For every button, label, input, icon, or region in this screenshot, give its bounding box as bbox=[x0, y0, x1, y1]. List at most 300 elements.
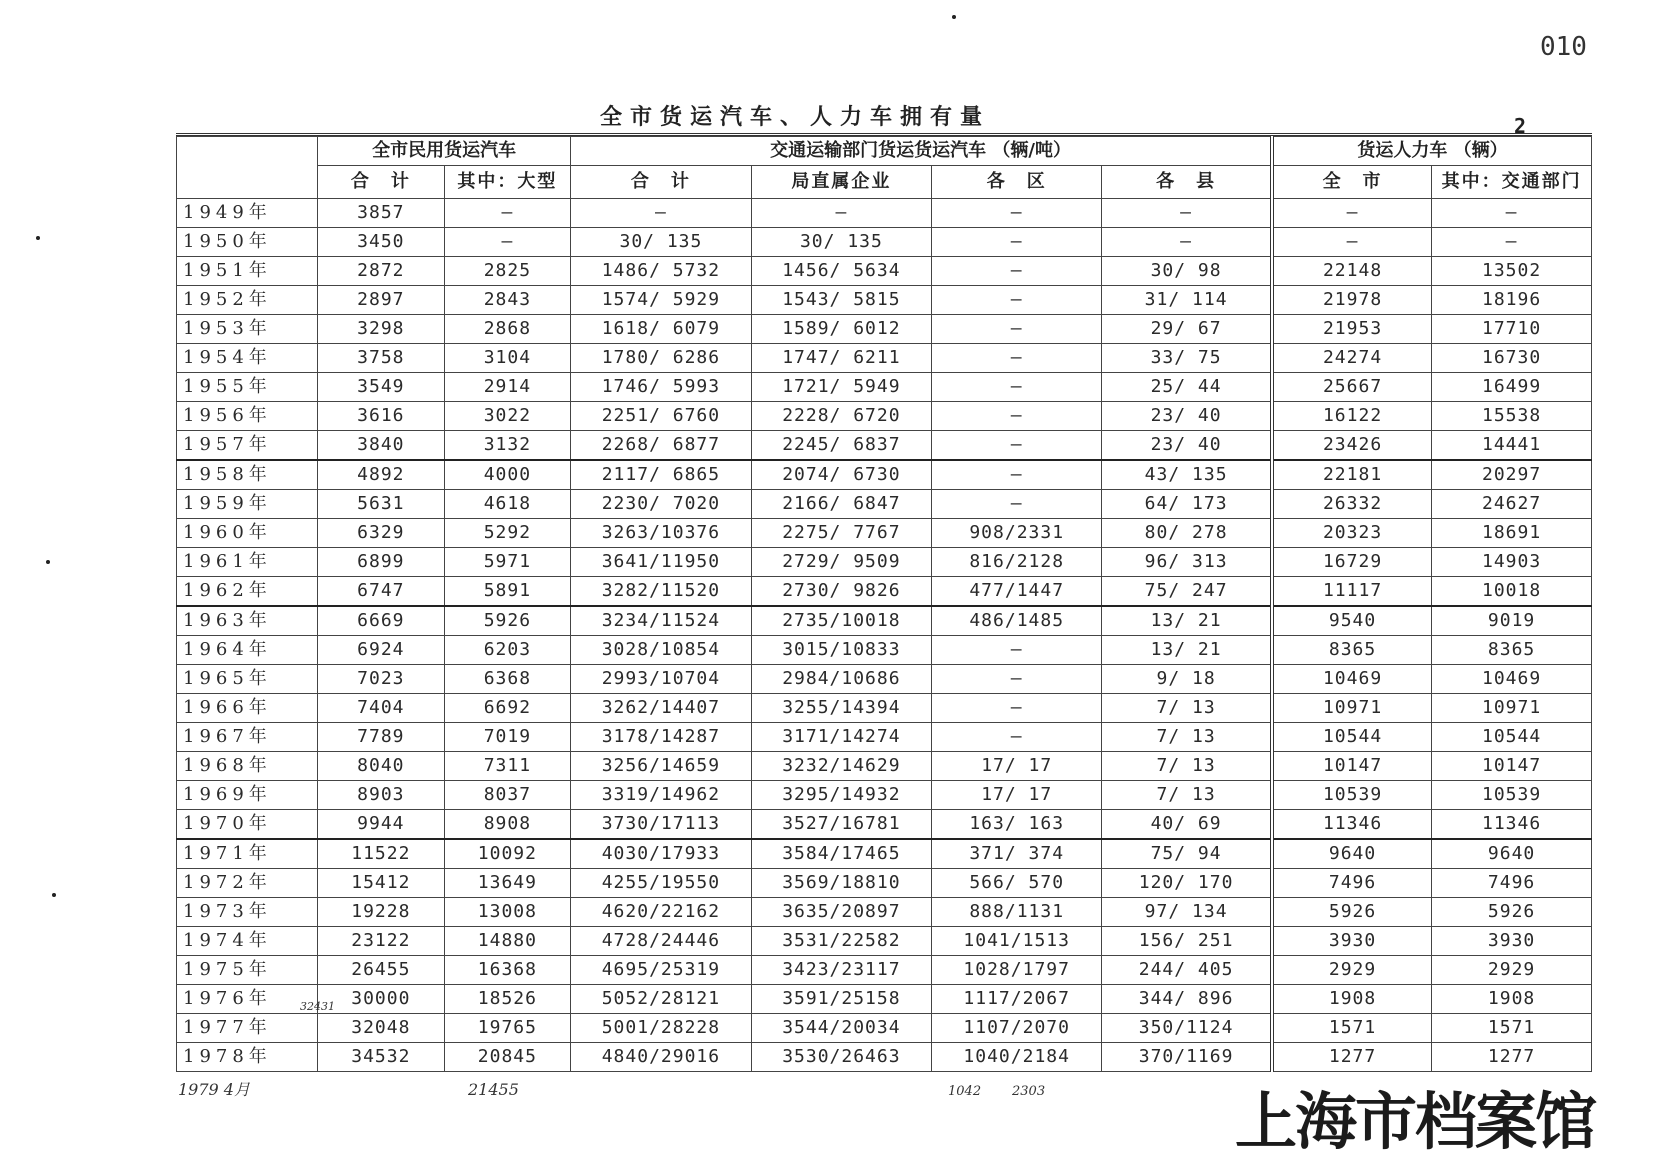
transport-bureau-cell: 3584/17465 bbox=[751, 839, 931, 869]
transport-total-cell: 2117/ 6865 bbox=[571, 460, 751, 490]
civil-large-cell: 3022 bbox=[444, 402, 571, 431]
table-row bbox=[177, 1043, 1592, 1072]
manual-total-cell: 22181 bbox=[1272, 460, 1432, 490]
manual-transport-cell: 10971 bbox=[1432, 694, 1592, 723]
table-row bbox=[177, 373, 1592, 402]
transport-county-cell: 31/ 114 bbox=[1102, 286, 1272, 315]
civil-total-cell: 3549 bbox=[318, 373, 445, 402]
manual-transport-cell: 17710 bbox=[1432, 315, 1592, 344]
transport-county-cell: 7/ 13 bbox=[1102, 752, 1272, 781]
table-row bbox=[177, 606, 1592, 636]
civil-large-cell: 5292 bbox=[444, 519, 571, 548]
manual-total-cell: 23426 bbox=[1272, 431, 1432, 461]
transport-bureau-cell: 3531/22582 bbox=[751, 927, 931, 956]
header-manual-label: 货运人力车 bbox=[1357, 140, 1448, 161]
civil-large-cell: 7311 bbox=[444, 752, 571, 781]
header-manual-transport: 其中：交通部门 bbox=[1432, 166, 1592, 199]
transport-total-cell: 2993/10704 bbox=[571, 665, 751, 694]
scan-speck bbox=[36, 236, 40, 240]
table-row bbox=[177, 956, 1592, 985]
header-transport-bureau: 局直属企业 bbox=[751, 166, 931, 199]
transport-total-cell: 4840/29016 bbox=[571, 1043, 751, 1072]
transport-county-cell: 97/ 134 bbox=[1102, 898, 1272, 927]
table-row bbox=[177, 810, 1592, 840]
transport-county-cell: 344/ 896 bbox=[1102, 985, 1272, 1014]
header-transport-unit: （辆/吨） bbox=[992, 140, 1071, 161]
manual-transport-cell: 16499 bbox=[1432, 373, 1592, 402]
year-cell: 1958年 bbox=[177, 460, 318, 490]
transport-total-cell: 3028/10854 bbox=[571, 636, 751, 665]
year-cell: 1950年 bbox=[177, 228, 318, 257]
transport-bureau-cell: 3569/18810 bbox=[751, 869, 931, 898]
civil-total-cell: 2872 bbox=[318, 257, 445, 286]
transport-county-cell: 23/ 40 bbox=[1102, 402, 1272, 431]
transport-district-cell: — bbox=[932, 665, 1102, 694]
table-row bbox=[177, 315, 1592, 344]
transport-bureau-cell: 2730/ 9826 bbox=[751, 577, 931, 607]
table-row bbox=[177, 869, 1592, 898]
civil-total-cell: 8040 bbox=[318, 752, 445, 781]
transport-bureau-cell: 3255/14394 bbox=[751, 694, 931, 723]
manual-total-cell: 26332 bbox=[1272, 490, 1432, 519]
transport-bureau-cell: 3527/16781 bbox=[751, 810, 931, 840]
transport-district-cell: — bbox=[932, 344, 1102, 373]
year-cell: 1956年 bbox=[177, 402, 318, 431]
civil-large-cell: — bbox=[444, 199, 571, 228]
civil-large-cell: 3104 bbox=[444, 344, 571, 373]
civil-total-cell: 30000 bbox=[318, 985, 445, 1014]
year-cell: 1951年 bbox=[177, 257, 318, 286]
transport-district-cell: 486/1485 bbox=[932, 606, 1102, 636]
year-cell: 1964年 bbox=[177, 636, 318, 665]
year-cell: 1953年 bbox=[177, 315, 318, 344]
manual-transport-cell: 5926 bbox=[1432, 898, 1592, 927]
handwritten-note-1979: 1979 4月 bbox=[178, 1080, 250, 1099]
manual-total-cell: 9640 bbox=[1272, 839, 1432, 869]
transport-total-cell: 3730/17113 bbox=[571, 810, 751, 840]
year-cell: 1962年 bbox=[177, 577, 318, 607]
civil-total-cell: 6924 bbox=[318, 636, 445, 665]
transport-bureau-cell: 2166/ 6847 bbox=[751, 490, 931, 519]
civil-total-cell: 3450 bbox=[318, 228, 445, 257]
transport-county-cell: 80/ 278 bbox=[1102, 519, 1272, 548]
header-transport-label: 交通运输部门货运货运汽车 bbox=[770, 140, 987, 161]
table-row bbox=[177, 898, 1592, 927]
transport-county-cell: 156/ 251 bbox=[1102, 927, 1272, 956]
transport-county-cell: 7/ 13 bbox=[1102, 694, 1272, 723]
transport-county-cell: 40/ 69 bbox=[1102, 810, 1272, 840]
table-row bbox=[177, 839, 1592, 869]
transport-district-cell: — bbox=[932, 460, 1102, 490]
transport-county-cell: 75/ 247 bbox=[1102, 577, 1272, 607]
transport-county-cell: 9/ 18 bbox=[1102, 665, 1272, 694]
table-row bbox=[177, 665, 1592, 694]
manual-total-cell: 25667 bbox=[1272, 373, 1432, 402]
transport-district-cell: — bbox=[932, 228, 1102, 257]
manual-total-cell: — bbox=[1272, 199, 1432, 228]
civil-large-cell: 5926 bbox=[444, 606, 571, 636]
transport-bureau-cell: 2245/ 6837 bbox=[751, 431, 931, 461]
transport-district-cell: 1040/2184 bbox=[932, 1043, 1102, 1072]
civil-total-cell: 7789 bbox=[318, 723, 445, 752]
document-title: 全市货运汽车、人力车拥有量 bbox=[600, 104, 991, 130]
manual-total-cell: 8365 bbox=[1272, 636, 1432, 665]
transport-bureau-cell: 3635/20897 bbox=[751, 898, 931, 927]
transport-total-cell: 3234/11524 bbox=[571, 606, 751, 636]
table-row bbox=[177, 228, 1592, 257]
manual-transport-cell: 9019 bbox=[1432, 606, 1592, 636]
transport-district-cell: — bbox=[932, 315, 1102, 344]
table-row bbox=[177, 460, 1592, 490]
civil-large-cell: 8908 bbox=[444, 810, 571, 840]
transport-total-cell: 1574/ 5929 bbox=[571, 286, 751, 315]
year-cell: 1973年 bbox=[177, 898, 318, 927]
civil-large-cell: 16368 bbox=[444, 956, 571, 985]
header-transport-group bbox=[571, 137, 1272, 166]
transport-bureau-cell: 2074/ 6730 bbox=[751, 460, 931, 490]
table-row bbox=[177, 723, 1592, 752]
transport-district-cell: — bbox=[932, 723, 1102, 752]
transport-county-cell: 7/ 13 bbox=[1102, 723, 1272, 752]
civil-total-cell: 3758 bbox=[318, 344, 445, 373]
transport-county-cell: 33/ 75 bbox=[1102, 344, 1272, 373]
year-cell: 1977年 bbox=[177, 1014, 318, 1043]
manual-transport-cell: 3930 bbox=[1432, 927, 1592, 956]
transport-bureau-cell: 2228/ 6720 bbox=[751, 402, 931, 431]
vehicle-ownership-table bbox=[176, 136, 1592, 1072]
handwritten-note-2303: 2303 bbox=[1012, 1084, 1046, 1099]
transport-total-cell: 5001/28228 bbox=[571, 1014, 751, 1043]
civil-large-cell: 2868 bbox=[444, 315, 571, 344]
transport-county-cell: 75/ 94 bbox=[1102, 839, 1272, 869]
transport-district-cell: 908/2331 bbox=[932, 519, 1102, 548]
civil-total-cell: 6747 bbox=[318, 577, 445, 607]
scan-speck bbox=[46, 560, 50, 564]
transport-total-cell: 4728/24446 bbox=[571, 927, 751, 956]
civil-large-cell: 5971 bbox=[444, 548, 571, 577]
year-cell: 1968年 bbox=[177, 752, 318, 781]
transport-county-cell: 96/ 313 bbox=[1102, 548, 1272, 577]
table-row bbox=[177, 199, 1592, 228]
civil-total-cell: 26455 bbox=[318, 956, 445, 985]
year-cell: 1966年 bbox=[177, 694, 318, 723]
table-row bbox=[177, 286, 1592, 315]
table-row bbox=[177, 694, 1592, 723]
transport-county-cell: 7/ 13 bbox=[1102, 781, 1272, 810]
transport-district-cell: 17/ 17 bbox=[932, 781, 1102, 810]
manual-total-cell: 10539 bbox=[1272, 781, 1432, 810]
table-row bbox=[177, 927, 1592, 956]
transport-district-cell: 888/1131 bbox=[932, 898, 1102, 927]
header-civil-group: 全市民用货运汽车 bbox=[318, 137, 571, 166]
transport-total-cell: 5052/28121 bbox=[571, 985, 751, 1014]
transport-district-cell: 566/ 570 bbox=[932, 869, 1102, 898]
civil-total-cell: 11522 bbox=[318, 839, 445, 869]
transport-total-cell: 3262/14407 bbox=[571, 694, 751, 723]
civil-large-cell: 10092 bbox=[444, 839, 571, 869]
manual-transport-cell: 18196 bbox=[1432, 286, 1592, 315]
transport-bureau-cell: 1721/ 5949 bbox=[751, 373, 931, 402]
manual-total-cell: 10544 bbox=[1272, 723, 1432, 752]
transport-county-cell: — bbox=[1102, 228, 1272, 257]
header-civil-large: 其中：大型 bbox=[444, 166, 571, 199]
transport-district-cell: — bbox=[932, 694, 1102, 723]
transport-county-cell: 64/ 173 bbox=[1102, 490, 1272, 519]
civil-total-cell: 15412 bbox=[318, 869, 445, 898]
transport-county-cell: 244/ 405 bbox=[1102, 956, 1272, 985]
table-row bbox=[177, 519, 1592, 548]
year-cell: 1955年 bbox=[177, 373, 318, 402]
civil-large-cell: 5891 bbox=[444, 577, 571, 607]
transport-bureau-cell: 3423/23117 bbox=[751, 956, 931, 985]
year-cell: 1952年 bbox=[177, 286, 318, 315]
civil-large-cell: — bbox=[444, 228, 571, 257]
civil-large-cell: 20845 bbox=[444, 1043, 571, 1072]
transport-total-cell: 1746/ 5993 bbox=[571, 373, 751, 402]
manual-transport-cell: 11346 bbox=[1432, 810, 1592, 840]
transport-district-cell: — bbox=[932, 373, 1102, 402]
manual-total-cell: 1908 bbox=[1272, 985, 1432, 1014]
header-civil-total: 合 计 bbox=[318, 166, 445, 199]
manual-total-cell: 21953 bbox=[1272, 315, 1432, 344]
civil-large-cell: 13649 bbox=[444, 869, 571, 898]
page-number: 010 bbox=[1540, 32, 1587, 62]
table-body bbox=[177, 199, 1592, 1072]
manual-transport-cell: 1908 bbox=[1432, 985, 1592, 1014]
manual-total-cell: 20323 bbox=[1272, 519, 1432, 548]
civil-total-cell: 34532 bbox=[318, 1043, 445, 1072]
transport-district-cell: — bbox=[932, 490, 1102, 519]
year-cell: 1967年 bbox=[177, 723, 318, 752]
transport-county-cell: 13/ 21 bbox=[1102, 606, 1272, 636]
transport-total-cell: 4695/25319 bbox=[571, 956, 751, 985]
table-row bbox=[177, 577, 1592, 607]
transport-bureau-cell: 3232/14629 bbox=[751, 752, 931, 781]
manual-transport-cell: 10147 bbox=[1432, 752, 1592, 781]
civil-large-cell: 2825 bbox=[444, 257, 571, 286]
civil-large-cell: 13008 bbox=[444, 898, 571, 927]
civil-total-cell: 3298 bbox=[318, 315, 445, 344]
manual-total-cell: 1277 bbox=[1272, 1043, 1432, 1072]
transport-district-cell: 477/1447 bbox=[932, 577, 1102, 607]
table-row bbox=[177, 257, 1592, 286]
year-cell: 1965年 bbox=[177, 665, 318, 694]
transport-total-cell: 1780/ 6286 bbox=[571, 344, 751, 373]
manual-total-cell: 5926 bbox=[1272, 898, 1432, 927]
year-cell: 1959年 bbox=[177, 490, 318, 519]
table-row bbox=[177, 344, 1592, 373]
manual-transport-cell: 10539 bbox=[1432, 781, 1592, 810]
civil-large-cell: 4000 bbox=[444, 460, 571, 490]
manual-total-cell: 11346 bbox=[1272, 810, 1432, 840]
transport-total-cell: 2268/ 6877 bbox=[571, 431, 751, 461]
year-cell: 1961年 bbox=[177, 548, 318, 577]
civil-total-cell: 19228 bbox=[318, 898, 445, 927]
transport-total-cell: 3256/14659 bbox=[571, 752, 751, 781]
transport-bureau-cell: 1456/ 5634 bbox=[751, 257, 931, 286]
manual-total-cell: 7496 bbox=[1272, 869, 1432, 898]
transport-district-cell: 371/ 374 bbox=[932, 839, 1102, 869]
transport-county-cell: 23/ 40 bbox=[1102, 431, 1272, 461]
manual-transport-cell: 1277 bbox=[1432, 1043, 1592, 1072]
civil-large-cell: 8037 bbox=[444, 781, 571, 810]
manual-total-cell: 22148 bbox=[1272, 257, 1432, 286]
manual-total-cell: 10469 bbox=[1272, 665, 1432, 694]
handwritten-note-1977-total: 32431 bbox=[300, 1000, 335, 1013]
civil-total-cell: 5631 bbox=[318, 490, 445, 519]
manual-total-cell: 24274 bbox=[1272, 344, 1432, 373]
transport-total-cell: 4620/22162 bbox=[571, 898, 751, 927]
manual-transport-cell: 14903 bbox=[1432, 548, 1592, 577]
header-manual-total: 全 市 bbox=[1272, 166, 1432, 199]
year-cell: 1949年 bbox=[177, 199, 318, 228]
transport-total-cell: 2251/ 6760 bbox=[571, 402, 751, 431]
civil-total-cell: 3857 bbox=[318, 199, 445, 228]
scan-speck bbox=[52, 893, 56, 897]
transport-total-cell: 4030/17933 bbox=[571, 839, 751, 869]
civil-large-cell: 6692 bbox=[444, 694, 571, 723]
manual-transport-cell: 1571 bbox=[1432, 1014, 1592, 1043]
transport-total-cell: 3319/14962 bbox=[571, 781, 751, 810]
transport-district-cell: — bbox=[932, 431, 1102, 461]
transport-total-cell: 3282/11520 bbox=[571, 577, 751, 607]
table-row bbox=[177, 752, 1592, 781]
manual-total-cell: 3930 bbox=[1272, 927, 1432, 956]
transport-bureau-cell: 3015/10833 bbox=[751, 636, 931, 665]
corner-cell bbox=[177, 137, 318, 199]
transport-district-cell: — bbox=[932, 636, 1102, 665]
transport-county-cell: — bbox=[1102, 199, 1272, 228]
transport-bureau-cell: 2729/ 9509 bbox=[751, 548, 931, 577]
table-row bbox=[177, 636, 1592, 665]
header-transport-total: 合 计 bbox=[571, 166, 751, 199]
civil-total-cell: 6669 bbox=[318, 606, 445, 636]
manual-transport-cell: 8365 bbox=[1432, 636, 1592, 665]
year-cell: 1970年 bbox=[177, 810, 318, 840]
civil-total-cell: 7023 bbox=[318, 665, 445, 694]
manual-total-cell: 21978 bbox=[1272, 286, 1432, 315]
transport-bureau-cell: 1747/ 6211 bbox=[751, 344, 931, 373]
manual-transport-cell: 20297 bbox=[1432, 460, 1592, 490]
transport-total-cell: 3178/14287 bbox=[571, 723, 751, 752]
manual-transport-cell: 18691 bbox=[1432, 519, 1592, 548]
transport-bureau-cell: 3530/26463 bbox=[751, 1043, 931, 1072]
manual-transport-cell: 10469 bbox=[1432, 665, 1592, 694]
civil-total-cell: 23122 bbox=[318, 927, 445, 956]
transport-county-cell: 30/ 98 bbox=[1102, 257, 1272, 286]
manual-total-cell: 10147 bbox=[1272, 752, 1432, 781]
transport-total-cell: 1486/ 5732 bbox=[571, 257, 751, 286]
year-cell: 1960年 bbox=[177, 519, 318, 548]
manual-transport-cell: 7496 bbox=[1432, 869, 1592, 898]
year-cell: 1975年 bbox=[177, 956, 318, 985]
transport-district-cell: 1117/2067 bbox=[932, 985, 1102, 1014]
civil-total-cell: 3840 bbox=[318, 431, 445, 461]
manual-total-cell: 9540 bbox=[1272, 606, 1432, 636]
transport-total-cell: 1618/ 6079 bbox=[571, 315, 751, 344]
civil-large-cell: 2843 bbox=[444, 286, 571, 315]
transport-bureau-cell: 2984/10686 bbox=[751, 665, 931, 694]
manual-transport-cell: 9640 bbox=[1432, 839, 1592, 869]
year-cell: 1972年 bbox=[177, 869, 318, 898]
civil-large-cell: 3132 bbox=[444, 431, 571, 461]
civil-large-cell: 4618 bbox=[444, 490, 571, 519]
manual-transport-cell: 10018 bbox=[1432, 577, 1592, 607]
transport-county-cell: 25/ 44 bbox=[1102, 373, 1272, 402]
handwritten-note-21455: 21455 bbox=[468, 1080, 519, 1099]
manual-total-cell: 11117 bbox=[1272, 577, 1432, 607]
header-manual-unit: （辆） bbox=[1453, 140, 1508, 161]
transport-bureau-cell: 3591/25158 bbox=[751, 985, 931, 1014]
scan-speck bbox=[952, 15, 956, 19]
transport-total-cell: 4255/19550 bbox=[571, 869, 751, 898]
table-row bbox=[177, 402, 1592, 431]
table-row bbox=[177, 490, 1592, 519]
transport-district-cell: — bbox=[932, 286, 1102, 315]
manual-total-cell: 16729 bbox=[1272, 548, 1432, 577]
civil-total-cell: 7404 bbox=[318, 694, 445, 723]
header-transport-county: 各 县 bbox=[1102, 166, 1272, 199]
manual-transport-cell: — bbox=[1432, 228, 1592, 257]
year-cell: 1954年 bbox=[177, 344, 318, 373]
transport-district-cell: 816/2128 bbox=[932, 548, 1102, 577]
transport-bureau-cell: 3544/20034 bbox=[751, 1014, 931, 1043]
transport-bureau-cell: 1543/ 5815 bbox=[751, 286, 931, 315]
transport-total-cell: 3641/11950 bbox=[571, 548, 751, 577]
manual-transport-cell: 24627 bbox=[1432, 490, 1592, 519]
civil-total-cell: 9944 bbox=[318, 810, 445, 840]
manual-total-cell: 16122 bbox=[1272, 402, 1432, 431]
transport-bureau-cell: 2735/10018 bbox=[751, 606, 931, 636]
civil-total-cell: 4892 bbox=[318, 460, 445, 490]
manual-total-cell: 2929 bbox=[1272, 956, 1432, 985]
civil-total-cell: 2897 bbox=[318, 286, 445, 315]
manual-transport-cell: 15538 bbox=[1432, 402, 1592, 431]
year-cell: 1957年 bbox=[177, 431, 318, 461]
table-row bbox=[177, 431, 1592, 461]
year-cell: 1963年 bbox=[177, 606, 318, 636]
transport-district-cell: 1107/2070 bbox=[932, 1014, 1102, 1043]
civil-large-cell: 2914 bbox=[444, 373, 571, 402]
manual-total-cell: 10971 bbox=[1272, 694, 1432, 723]
year-cell: 1974年 bbox=[177, 927, 318, 956]
transport-county-cell: 370/1169 bbox=[1102, 1043, 1272, 1072]
transport-county-cell: 120/ 170 bbox=[1102, 869, 1272, 898]
manual-transport-cell: 2929 bbox=[1432, 956, 1592, 985]
table-row bbox=[177, 985, 1592, 1014]
manual-transport-cell: 16730 bbox=[1432, 344, 1592, 373]
year-cell: 1969年 bbox=[177, 781, 318, 810]
table-row bbox=[177, 1014, 1592, 1043]
transport-bureau-cell: 2275/ 7767 bbox=[751, 519, 931, 548]
transport-district-cell: — bbox=[932, 257, 1102, 286]
transport-bureau-cell: 3171/14274 bbox=[751, 723, 931, 752]
civil-total-cell: 8903 bbox=[318, 781, 445, 810]
transport-district-cell: 163/ 163 bbox=[932, 810, 1102, 840]
manual-transport-cell: 10544 bbox=[1432, 723, 1592, 752]
civil-large-cell: 6203 bbox=[444, 636, 571, 665]
data-table-container bbox=[176, 133, 1592, 1072]
civil-large-cell: 6368 bbox=[444, 665, 571, 694]
table-row bbox=[177, 548, 1592, 577]
table-row bbox=[177, 781, 1592, 810]
manual-total-cell: 1571 bbox=[1272, 1014, 1432, 1043]
transport-bureau-cell: 3295/14932 bbox=[751, 781, 931, 810]
transport-county-cell: 350/1124 bbox=[1102, 1014, 1272, 1043]
handwritten-note-district-1979: 1042 bbox=[948, 1084, 982, 1099]
transport-district-cell: 17/ 17 bbox=[932, 752, 1102, 781]
year-cell: 1976年 bbox=[177, 985, 318, 1014]
